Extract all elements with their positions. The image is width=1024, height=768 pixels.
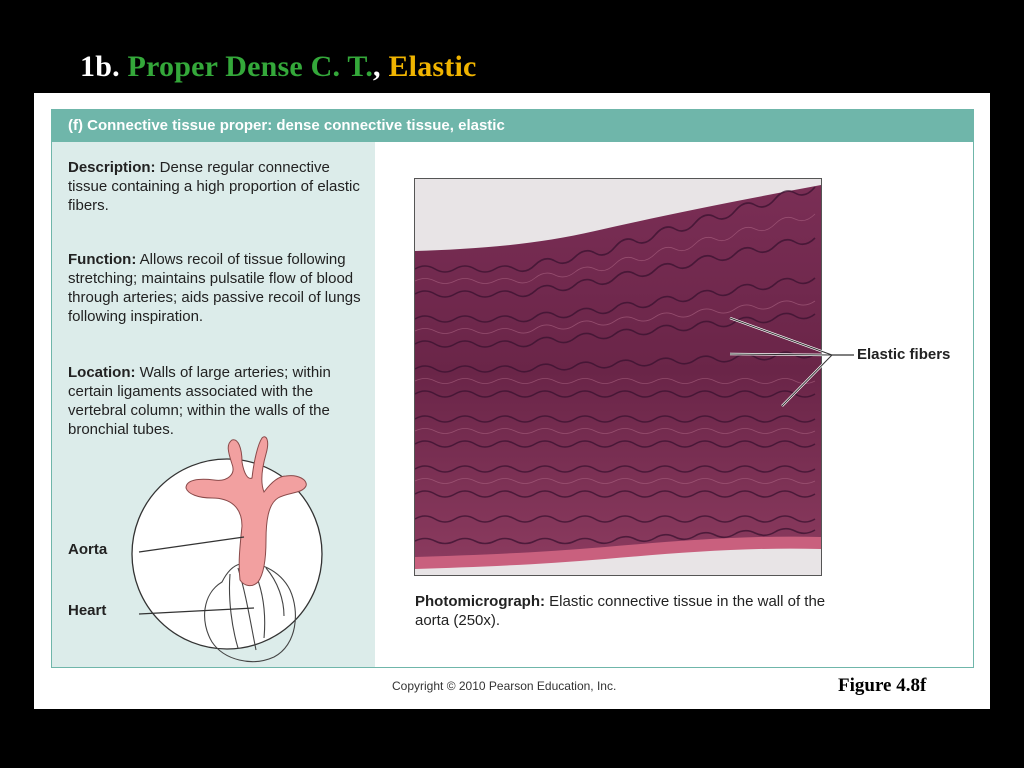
caption-label: Photomicrograph: [415,593,545,610]
function-text: Allows recoil of tissue following stretching; maintains pulsatile flow of blood through arteries; aids passive recoil of lungs following inspiration. [68,251,361,325]
slide-title [80,50,477,84]
description-label: Description: [68,159,156,176]
figure-number: Figure 4.8f [838,675,927,696]
figure-card [34,93,990,709]
function-label: Function: [68,251,137,268]
location-label: Location: [68,364,136,381]
description-text: Dense regular connective tissue containing a high proportion of elastic fibers. [68,159,360,214]
tissue-panel [51,109,974,668]
title-comma: , [373,50,381,83]
elastic-fibers-leaders [52,110,973,667]
elastic-fibers-label: Elastic fibers [857,346,951,363]
title-elastic: Elastic [388,50,477,83]
panel-header: (f) Connective tissue proper: dense connective tissue, elastic [52,110,973,142]
caption-text: Elastic connective tissue in the wall of the aorta (250x). [415,593,826,629]
location-text: Walls of large arteries; within certain ligaments associated with the vertebral column; within the walls of the bronchial tubes. [68,364,331,438]
aorta-label: Aorta [68,541,108,558]
title-proper-dense: Proper Dense C. T. [127,50,374,83]
photo-caption [415,592,835,630]
copyright-notice: Copyright © 2010 Pearson Education, Inc. [392,679,617,693]
heart-label: Heart [68,602,107,619]
title-prefix: 1b. [80,50,120,83]
